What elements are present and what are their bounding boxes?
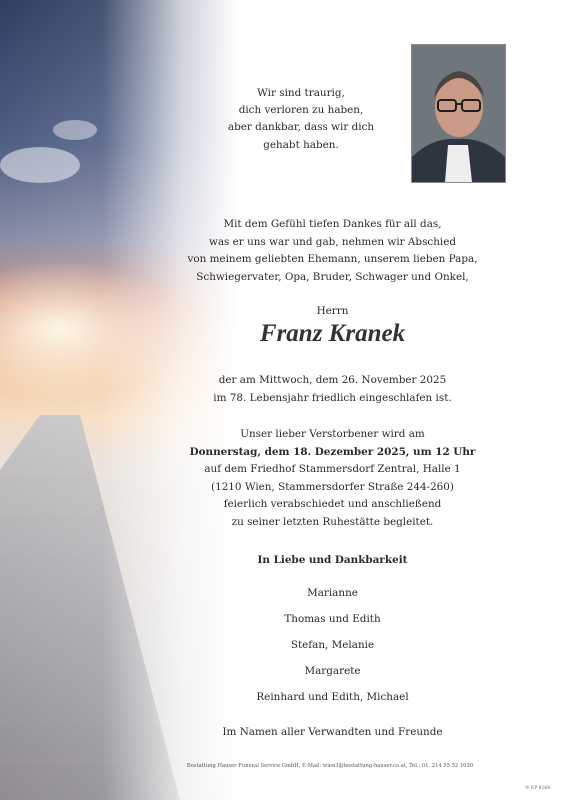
- intro-line: Mit dem Gefühl tiefen Dankes für all das,: [223, 218, 442, 230]
- family-member: Stefan, Melanie: [290, 639, 375, 651]
- deceased-name: Franz Kranek: [259, 320, 406, 347]
- portrait-photo: [411, 44, 506, 183]
- intro-line: was er uns war und gab, nehmen wir Abschied: [208, 235, 457, 248]
- relatives-line: Im Namen aller Verwandten und Freunde: [222, 726, 443, 738]
- footer-imprint: Bestattung Hauser Funeral Service GmbH, E-Mail: wien3@bestattung-hauser.co.at, Tel.: 01. 214 55 52 1030: [186, 763, 474, 769]
- funeral-line: zu seiner letzten Ruhestätte begleitet.: [231, 515, 434, 528]
- family-member: Reinhard und Edith, Michael: [256, 691, 409, 703]
- salutation: Herrn: [316, 305, 349, 317]
- intro-line: von meinem geliebten Ehemann, unserem lieben Papa,: [187, 253, 478, 266]
- funeral-address: (1210 Wien, Stammersdorfer Straße 244-260): [211, 480, 454, 493]
- quote-line: gehabt haben.: [263, 138, 339, 151]
- intro-text: [165, 216, 500, 286]
- funeral-location: auf dem Friedhof Stammersdorf Zentral, Halle 1: [204, 463, 461, 476]
- document-code: © EP 8164: [525, 786, 551, 791]
- funeral-line: Unser lieber Verstorbener wird am: [240, 428, 425, 440]
- closing-line: In Liebe und Dankbarkeit: [257, 554, 408, 566]
- intro-line: Schwiegervater, Opa, Bruder, Schwager und Onkel,: [196, 270, 469, 283]
- death-line: der am Mittwoch, dem 26. November 2025: [218, 374, 447, 386]
- funeral-details: [165, 426, 500, 532]
- funeral-line: feierlich verabschiedet und anschließend: [223, 498, 442, 511]
- quote-line: dich verloren zu haben,: [238, 104, 364, 117]
- family-member: Thomas und Edith: [284, 613, 381, 625]
- quote-line: Wir sind traurig,: [257, 87, 345, 99]
- death-notice: [165, 372, 500, 407]
- quote-line: aber dankbar, dass wir dich: [227, 121, 375, 134]
- family-member: Margarete: [304, 665, 361, 677]
- family-member: Marianne: [307, 587, 358, 599]
- funeral-date: Donnerstag, dem 18. Dezember 2025, um 12 Uhr: [189, 445, 476, 458]
- quote: [220, 85, 382, 154]
- death-line: im 78. Lebensjahr friedlich eingeschlafen ist.: [213, 391, 452, 404]
